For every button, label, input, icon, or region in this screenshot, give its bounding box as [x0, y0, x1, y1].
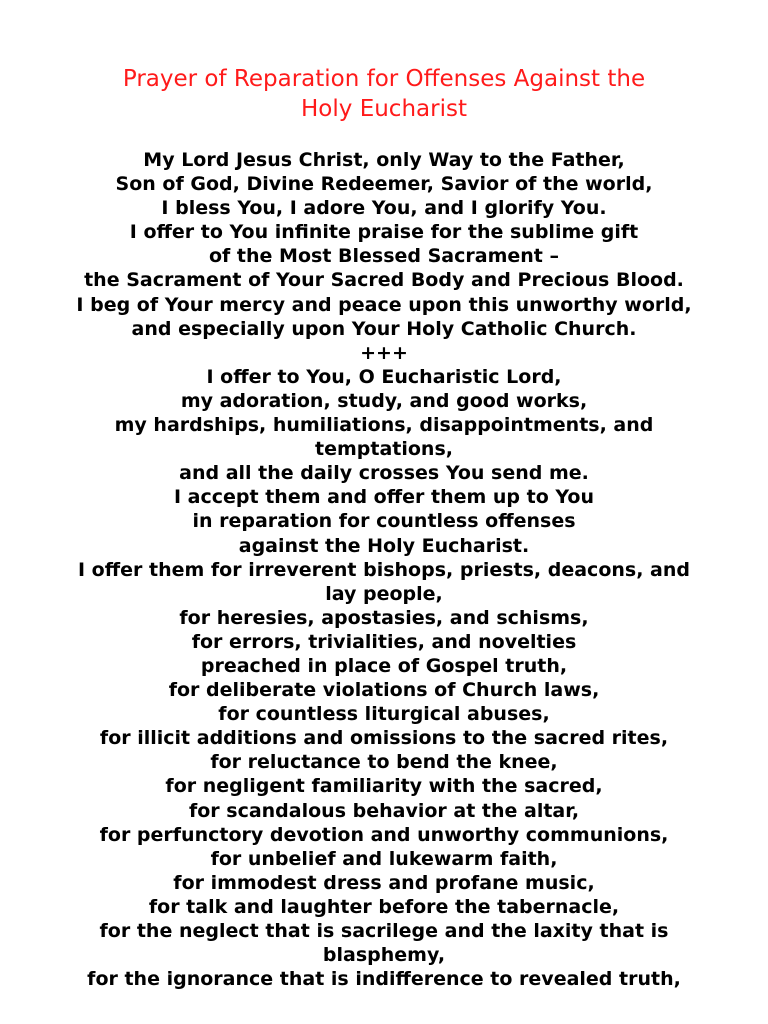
prayer-line: for unbelief and lukewarm faith, — [210, 847, 558, 870]
prayer-line: blasphemy, — [322, 944, 446, 967]
prayer-line: and especially upon Your Holy Catholic Church. — [131, 317, 637, 340]
prayer-line: for errors, trivialities, and novelties — [191, 630, 577, 653]
prayer-line: for immodest dress and profane music, — [173, 871, 595, 894]
prayer-line: I offer them for irreverent bishops, priests, deacons, and — [78, 558, 690, 581]
prayer-line: against the Holy Eucharist. — [238, 534, 530, 557]
prayer-line: I accept them and offer them up to You — [174, 486, 594, 509]
prayer-line: for negligent familiarity with the sacred, — [165, 775, 603, 798]
prayer-line: I offer to You, O Eucharistic Lord, — [206, 365, 562, 388]
prayer-line: and all the daily crosses You send me. — [179, 462, 589, 485]
prayer-line: the Sacrament of Your Sacred Body and Precious Blood. — [84, 269, 684, 292]
prayer-line: of the Most Blessed Sacrament – — [209, 245, 559, 268]
prayer-line: for scandalous behavior at the altar, — [188, 799, 580, 822]
prayer-line: temptations, — [315, 438, 453, 461]
prayer-line: for illicit additions and omissions to the sacred rites, — [99, 727, 669, 750]
prayer-line: for the neglect that is sacrilege and the laxity that is — [99, 920, 669, 942]
prayer-line: for deliberate violations of Church laws, — [168, 679, 600, 702]
prayer-line: for countless liturgical abuses, — [218, 703, 550, 726]
prayer-line: for heresies, apostasies, and schisms, — [179, 606, 589, 629]
prayer-line: for talk and laughter before the tabernacle, — [148, 895, 620, 918]
prayer-line: for reluctance to bend the knee, — [210, 751, 558, 774]
prayer-line: lay people, — [325, 582, 443, 605]
prayer-line: I beg of Your mercy and peace upon this unworthy world, — [76, 293, 692, 316]
prayer-body — [30, 148, 738, 991]
prayer-line: for perfunctory devotion and unworthy communions, — [99, 823, 669, 846]
prayer-line: My Lord Jesus Christ, only Way to the Father, — [143, 149, 625, 171]
prayer-line: in reparation for countless offenses — [192, 510, 576, 533]
prayer-line: I bless You, I adore You, and I glorify You. — [161, 197, 607, 220]
prayer-line: for the ignorance that is indifference to revealed truth, — [87, 968, 681, 991]
title-line: Prayer of Reparation for Offenses Against the — [122, 66, 646, 92]
title-line: Holy Eucharist — [301, 96, 467, 122]
prayer-line: I offer to You infinite praise for the sublime gift — [129, 221, 639, 244]
prayer-line: Son of God, Divine Redeemer, Savior of the world, — [115, 173, 653, 196]
prayer-line: my adoration, study, and good works, — [180, 389, 588, 412]
section-divider: +++ — [360, 341, 408, 364]
prayer-line: preached in place of Gospel truth, — [200, 654, 568, 677]
prayer-line: my hardships, humiliations, disappointments, and — [114, 414, 654, 437]
prayer-title — [40, 64, 728, 124]
